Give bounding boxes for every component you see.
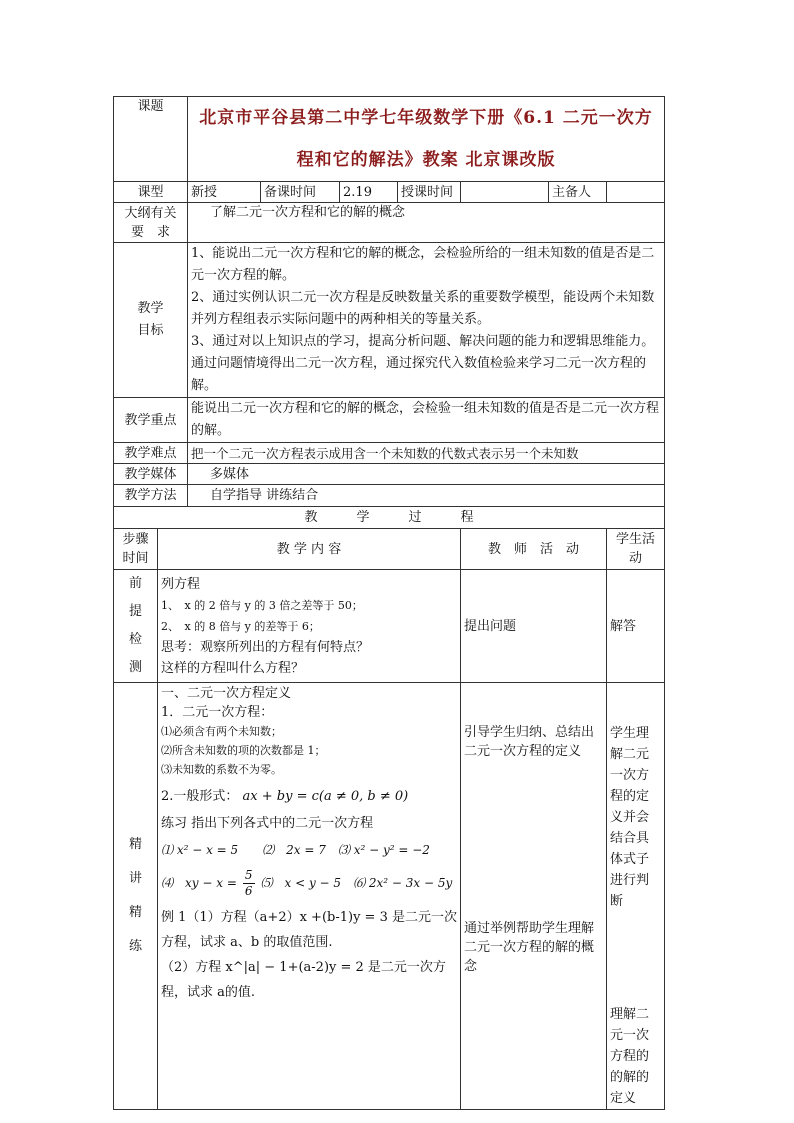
teacher-activity-1: 引导学生归纳、总结出二元一次方程的定义 xyxy=(464,725,595,759)
practice-teacher xyxy=(461,683,607,1110)
exercise-prompt: 练习 指出下列各式中的二元一次方程 xyxy=(161,816,374,831)
practice-step-char: 精 xyxy=(128,905,142,920)
fraction xyxy=(243,868,255,899)
fraction-denominator: 6 xyxy=(244,884,253,898)
lead-label: 主备人 xyxy=(549,182,607,203)
media-label: 教学媒体 xyxy=(114,464,188,485)
general-form-formula: ax + by = c(a ≠ 0, b ≠ 0) xyxy=(242,789,409,804)
practice-step xyxy=(114,683,158,1110)
pretest-teacher: 提出问题 xyxy=(461,570,607,683)
teach-time-value xyxy=(461,182,549,203)
prep-time-value: 2.19 xyxy=(340,182,398,203)
media-content: 多媒体 xyxy=(188,464,665,485)
practice-student xyxy=(607,683,665,1110)
exercise-4-lhs: ⑷ xy − x = xyxy=(161,876,237,890)
goal-item: 2、通过实例认识二元一次方程是反映数量关系的重要数学模型，能设两个未知数并列方程组表示实际问题中的两种相关的等量关系。 xyxy=(191,290,655,327)
key-points-content: 能说出二元一次方程和它的解的概念，会检验一组未知数的值是否是二元一次方程的解。 xyxy=(188,398,665,443)
pretest-step-char: 检 xyxy=(128,632,142,647)
difficulties-content: 把一个二元一次方程表示成用含一个未知数的代数式表示另一个未知数 xyxy=(188,443,665,464)
practice-step-char: 讲 xyxy=(128,871,142,886)
section-heading: 一、二元一次方程定义 xyxy=(161,686,292,701)
pretest-line: 思考：观察所列出的方程有何特点？ xyxy=(161,639,370,655)
example-1: 例 1（1）方程（a+2）x +(b-1)y = 3 是二元一次方程，试求 a、b 的取值范围. xyxy=(161,910,457,950)
fraction-numerator: 5 xyxy=(244,868,253,882)
methods-content: 自学指导 讲练结合 xyxy=(188,485,665,507)
goals-label-line1: 教学 xyxy=(137,301,164,316)
pretest-content xyxy=(158,570,461,683)
goals-content xyxy=(188,243,665,398)
exercise-line-1: ⑴ x² − x = 5 ⑵ 2x = 7 ⑶ x² − y² = −2 xyxy=(161,843,430,857)
exercise-line-2 xyxy=(161,868,457,899)
syllabus-label-line2: 要 求 xyxy=(131,224,171,240)
teach-time-label: 授课时间 xyxy=(398,182,461,203)
pretest-step xyxy=(114,570,158,683)
type-value: 新授 xyxy=(188,182,261,203)
difficulties-label: 教学难点 xyxy=(114,443,188,464)
definition-item: ⑴必须含有两个未知数； xyxy=(161,725,282,738)
general-form-label: 2.一般形式： xyxy=(161,789,239,804)
pretest-line: 2、 x 的 8 倍与 y 的差等于 6； xyxy=(161,619,320,633)
syllabus-label-line1: 大纲有关 xyxy=(124,205,177,221)
pretest-line: 1、 x 的 2 倍与 y 的 3 倍之差等于 50； xyxy=(161,598,363,612)
step-header-line2: 时间 xyxy=(122,551,149,566)
pretest-step-char: 测 xyxy=(128,660,142,675)
pretest-line: 列方程 xyxy=(161,576,201,592)
pretest-step-char: 前 xyxy=(128,576,142,591)
pretest-student: 解答 xyxy=(607,570,665,683)
practice-content xyxy=(158,683,461,1110)
practice-step-char: 练 xyxy=(128,939,142,954)
example-2: （2）方程 x^|a| − 1+(a-2)y = 2 是二元一次方程，试求 a的值. xyxy=(161,960,446,1000)
definition-item: ⑶未知数的系数不为零。 xyxy=(161,763,282,776)
content-header: 教 学 内 容 xyxy=(158,529,461,570)
process-title: 教 学 过 程 xyxy=(114,507,665,529)
teacher-activity-2: 通过举例帮助学生理解二元一次方程的解的概念 xyxy=(464,921,595,974)
syllabus-label xyxy=(114,203,188,243)
general-form-row xyxy=(161,787,457,806)
definition-title: 1．二元一次方程： xyxy=(161,705,274,720)
key-points-label: 教学重点 xyxy=(114,398,188,443)
syllabus-content: 了解二元一次方程和它的解的概念 xyxy=(188,203,665,243)
goal-item: 1、能说出二元一次方程和它的解的概念，会检验所给的一组未知数的值是否是二元一次方程的解。 xyxy=(191,246,655,283)
topic-label: 课题 xyxy=(114,97,188,182)
student-activity-2: 理解二元一次方程的的解的定义 xyxy=(610,1007,650,1106)
pretest-step-char: 提 xyxy=(128,604,142,619)
goal-item: 3、通过对以上知识点的学习，提高分析问题、解决问题的能力和逻辑思维能力。通过问题情境得出二元一次方程，通过探究代入数值检验来学习二元一次方程的解。 xyxy=(191,334,655,393)
lead-value xyxy=(607,182,665,203)
pretest-line: 这样的方程叫什么方程？ xyxy=(161,660,305,676)
exercise-5-6: ⑸ x < y − 5 ⑹ 2x² − 3x − 5y xyxy=(260,876,453,890)
step-header xyxy=(114,529,158,570)
type-label: 课型 xyxy=(114,182,188,203)
page-title: 北京市平谷县第二中学七年级数学下册《6.1 二元一次方程和它的解法》教案 北京课改版 xyxy=(188,97,665,182)
prep-time-label: 备课时间 xyxy=(261,182,340,203)
definition-item: ⑵所含未知数的项的次数都是 1； xyxy=(161,744,326,757)
teacher-header: 教 师 活 动 xyxy=(461,529,607,570)
practice-step-char: 精 xyxy=(128,837,142,852)
methods-label: 教学方法 xyxy=(114,485,188,507)
student-activity-1: 学生理解二元一次方程的定义并会结合具体式子进行判断 xyxy=(610,726,650,909)
step-header-line1: 步骤 xyxy=(122,532,149,547)
goals-label xyxy=(114,243,188,398)
student-header: 学生活动 xyxy=(607,529,665,570)
goals-label-line2: 目标 xyxy=(137,323,164,338)
lesson-plan-table xyxy=(113,96,665,1110)
